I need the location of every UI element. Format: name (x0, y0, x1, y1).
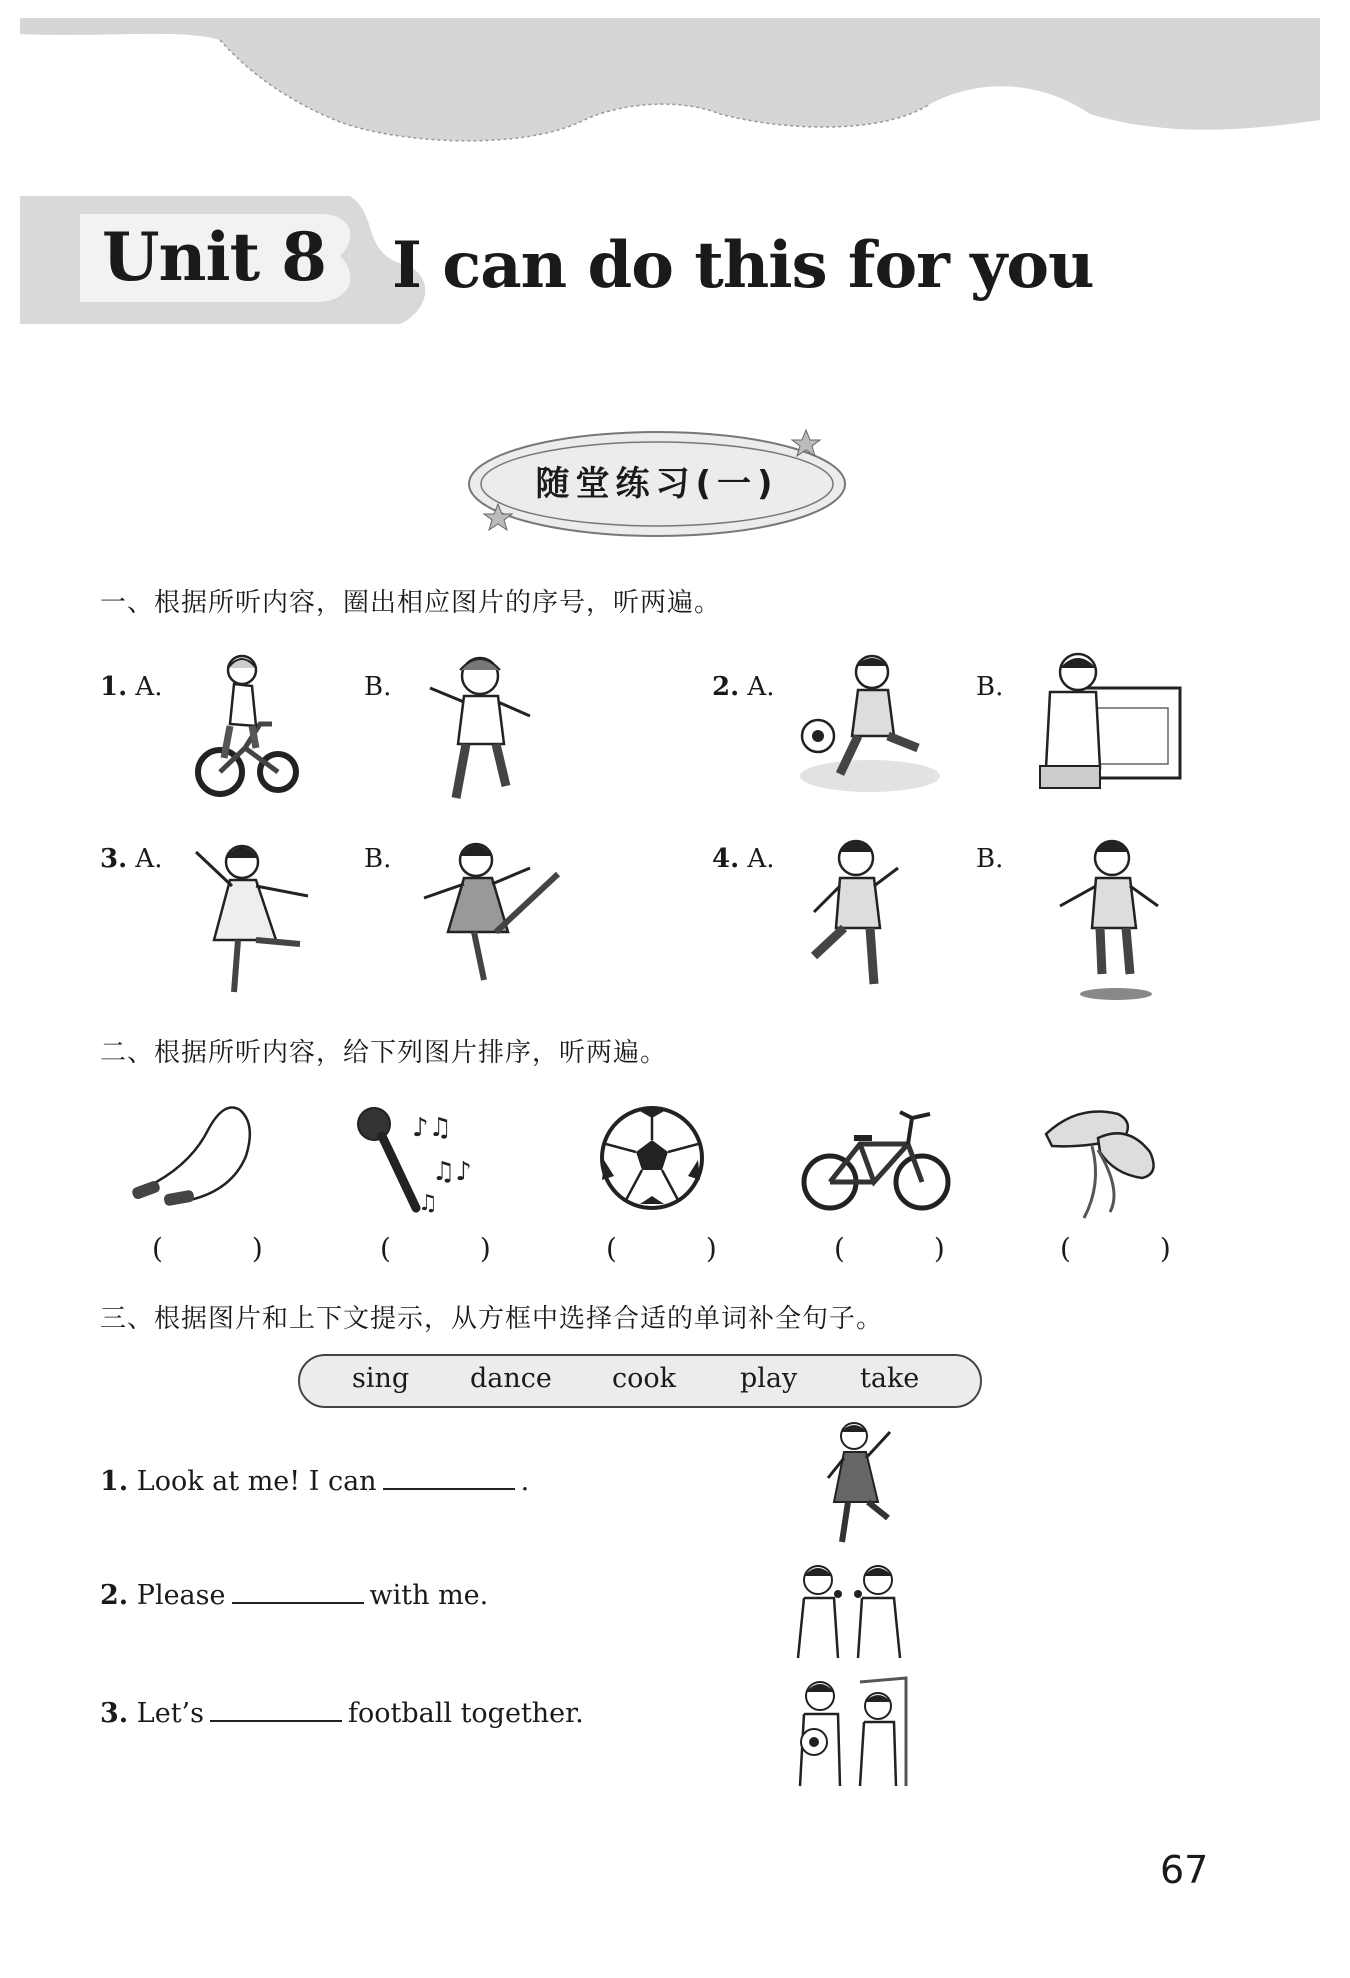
word-option[interactable]: cook (612, 1363, 676, 1394)
dancing-picture[interactable] (190, 832, 320, 1002)
practice-title: 随堂练习(一) (535, 464, 779, 504)
order-blank[interactable]: ( ) (834, 1232, 985, 1265)
children-singing-picture (790, 1560, 910, 1660)
drawing-picture[interactable] (1030, 648, 1190, 798)
sentence-2: 2. Please with me. (100, 1580, 489, 1611)
word-option[interactable]: take (860, 1363, 920, 1394)
page-number: 67 (1160, 1848, 1209, 1892)
girl-waving-picture[interactable] (420, 648, 540, 808)
unit-label: Unit 8 (102, 218, 327, 296)
question-number: 4. A. (712, 844, 775, 874)
sentence-1: 1. Look at me! I can . (100, 1466, 530, 1497)
order-blank[interactable]: ( ) (606, 1232, 757, 1265)
answer-blank[interactable] (383, 1466, 515, 1490)
word-option[interactable]: sing (352, 1363, 410, 1394)
option-b-label: B. (364, 844, 392, 874)
order-blank[interactable]: ( ) (152, 1232, 303, 1265)
option-b-label: B. (976, 844, 1004, 874)
bicycle-icon (800, 1098, 952, 1218)
order-blank[interactable]: ( ) (1060, 1232, 1211, 1265)
children-football-picture (790, 1676, 910, 1788)
answer-blank[interactable] (210, 1698, 342, 1722)
cloud-banner (20, 18, 1320, 148)
word-option[interactable]: play (740, 1363, 798, 1394)
order-blank[interactable]: ( ) (380, 1232, 531, 1265)
skating-picture[interactable] (418, 832, 578, 1002)
jumping-picture[interactable] (1040, 832, 1170, 1002)
svg-text:♫: ♫ (418, 1191, 438, 1216)
jump-rope-icon (128, 1100, 268, 1210)
question-number: 3. A. (100, 844, 163, 874)
word-option[interactable]: dance (470, 1363, 552, 1394)
section3-heading: 三、根据图片和上下文提示，从方框中选择合适的单词补全句子。 (100, 1304, 884, 1334)
unit-title: I can do this for you (392, 228, 1094, 303)
question-number: 1. A. (100, 672, 163, 702)
question-number: 2. A. (712, 672, 775, 702)
girl-dancing-picture (818, 1418, 898, 1548)
section1-heading: 一、根据所听内容，圈出相应图片的序号，听两遍。 (100, 588, 722, 618)
playing-football-picture[interactable] (790, 648, 940, 798)
football-icon (598, 1104, 706, 1212)
microphone-icon (352, 1100, 482, 1220)
svg-text:♫♪: ♫♪ (432, 1157, 472, 1187)
option-b-label: B. (976, 672, 1004, 702)
riding-bike-picture[interactable] (190, 648, 300, 808)
running-picture[interactable] (800, 832, 910, 1002)
sentence-3: 3. Let’s football together. (100, 1698, 584, 1729)
svg-text:♪♫: ♪♫ (412, 1113, 452, 1143)
section2-heading: 二、根据所听内容，给下列图片排序，听两遍。 (100, 1038, 668, 1068)
answer-blank[interactable] (232, 1580, 364, 1604)
option-b-label: B. (364, 672, 392, 702)
ballet-shoes-icon (1038, 1094, 1168, 1224)
